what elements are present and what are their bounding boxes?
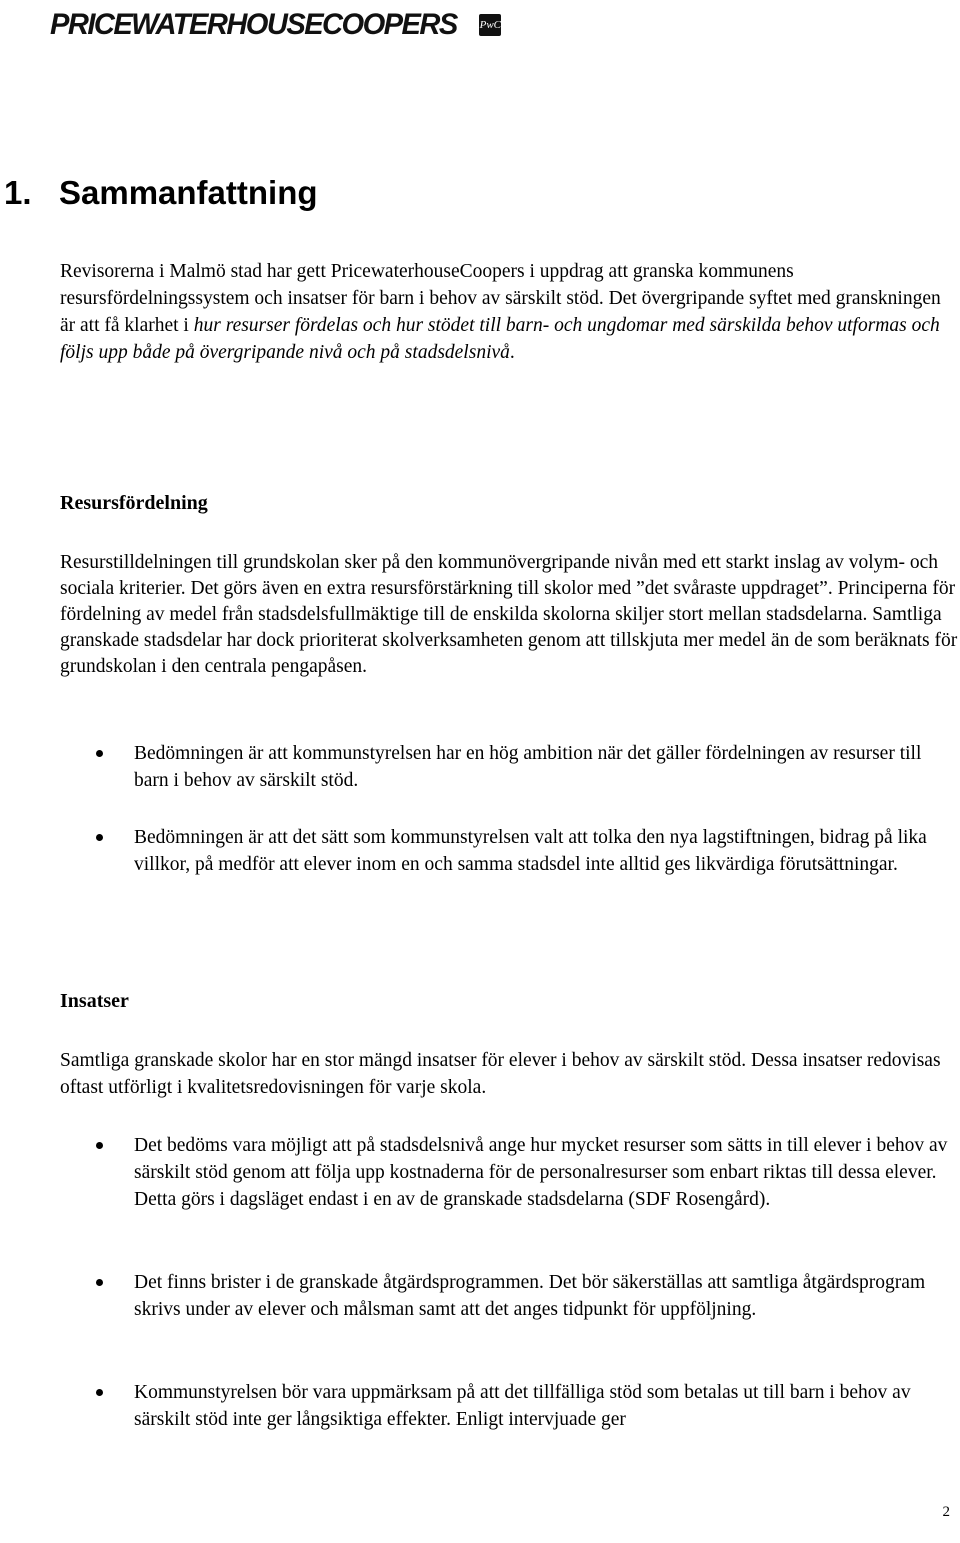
logo-seal-icon: PwC [479,14,501,36]
bullet-icon [96,1279,103,1286]
bullet-icon [96,834,103,841]
resursfordelning-paragraph: Resurstilldelningen till grundskolan sker på den kommunövergripande nivån med ett starkt inslag av volym- och sociala kriterier. Det görs även en extra resursförstärkning till skolor med ”det svåraste uppdraget”. Principerna för fördelning av medel från stadsdelsfullmäktige till de enskilda skolorna skiljer stort mellan stadsdelarna. Samtliga granskade stadsdelar har dock prioriterat skolverksamheten genom att tillskjuta mer medel än de som beräknats för grundskolan i den centrala pengapåsen. [60,552,958,677]
intro-end: . [509,342,515,363]
bullet-icon [96,750,103,757]
bullet-icon [96,1142,103,1149]
company-logo [50,2,501,48]
bullet-text: Det finns brister i de granskade åtgärdsprogrammen. Det bör säkerställas att samtliga åtgärdsprogram skrivs under av elever och målsman samt att det anges tidpunkt för uppföljning. [134,1272,926,1320]
section-heading [4,174,318,212]
bullet-text: Det bedöms vara möjligt att på stadsdelsnivå ange hur mycket resurser som sätts in till elever i behov av särskilt stöd genom att följa upp kostnaderna för de personalresurser som enbart riktas till dessa elever. Detta görs i dagsläget endast i en av de granskade stadsdelarna (SDF Rosengård). [134,1135,948,1210]
subheading-resursfordelning: Resursfördelning [60,492,208,514]
bullet-text: Kommunstyrelsen bör vara uppmärksam på att det tillfälliga stöd som betalas ut till barn i behov av särskilt stöd inte ger långsiktiga effekter. Enligt intervjuade ger [134,1382,911,1430]
page-number: 2 [942,1504,950,1520]
intro-text: Revisorerna i Malmö stad har gett PricewaterhouseCoopers i uppdrag att granska kommunens resursfördelningssystem och insatser för barn i behov av särskilt stöd. Det övergripande syftet med granskningen är att få klarhet i [60,261,941,336]
intro-paragraph [60,258,960,366]
bullet-text: Bedömningen är att det sätt som kommunstyrelsen valt att tolka den nya lagstiftningen, bidrag på lika villkor, på medför att elever inom en och samma stadsdel inte alltid ges likvärdiga förutsättningar. [134,827,927,875]
section-number: 1. [4,174,32,211]
bullet-icon [96,1389,103,1396]
insatser-paragraph: Samtliga granskade skolor har en stor mängd insatser för elever i behov av särskilt stöd. Dessa insatser redovisas oftast utförligt i kvalitetsredovisningen för varje skola. [60,1050,941,1098]
logo-wordmark: PRICEWATERHOUSECOOPERS [50,8,457,41]
intro-italic-text: hur resurser fördelas och hur stödet till barn- och ungdomar med särskilda behov utformas och följs upp både på övergripande nivå och på stadsdelsnivå [60,315,940,363]
subheading-insatser: Insatser [60,990,129,1012]
section-title: Sammanfattning [59,174,318,211]
bullet-text: Bedömningen är att kommunstyrelsen har en hög ambition när det gäller fördelningen av resurser till barn i behov av särskilt stöd. [134,743,922,791]
